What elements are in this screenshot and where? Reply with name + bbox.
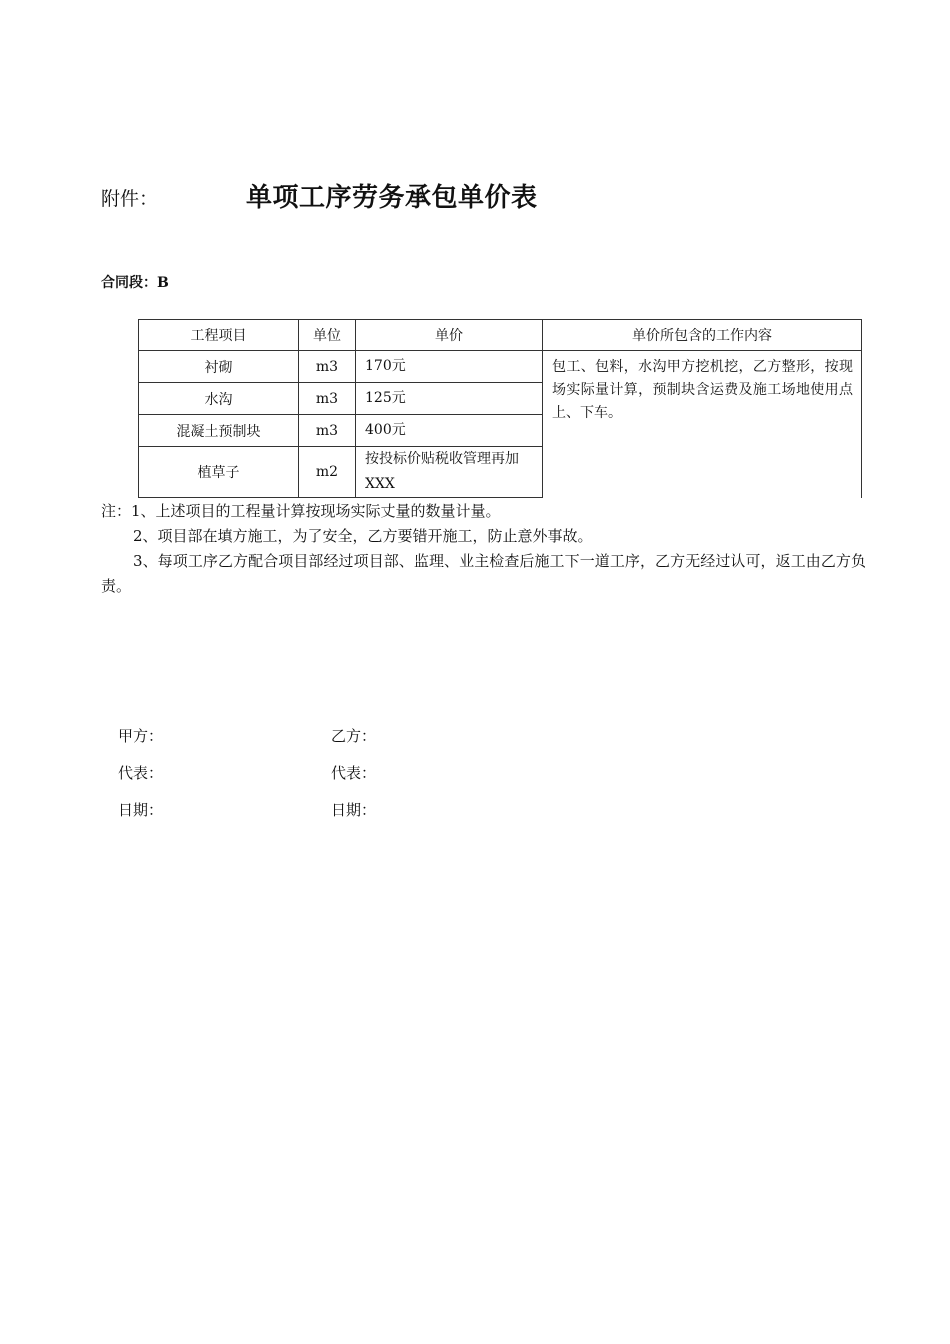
unit-cell: m2 — [299, 447, 356, 498]
unit-cell: m3 — [299, 383, 356, 415]
representative-b-label: 代表： — [331, 764, 377, 782]
item-cell: 水沟 — [139, 383, 299, 415]
price-cell: 125元 — [356, 383, 543, 415]
price-cell: 400元 — [356, 415, 543, 447]
note-2: 2、项目部在填方施工，为了安全，乙方要错开施工，防止意外事故。 — [133, 527, 593, 545]
header-price: 单价 — [356, 320, 543, 351]
attachment-label: 附件： — [101, 188, 159, 210]
price-cell: 按投标价贴税收管理再加XXX — [356, 447, 543, 498]
note-1: 注：1、上述项目的工程量计算按现场实际丈量的数量计量。 — [101, 502, 501, 520]
price-cell: 170元 — [356, 351, 543, 383]
header-work-content: 单价所包含的工作内容 — [543, 320, 862, 351]
notes-section — [101, 499, 866, 599]
work-content-cell: 包工、包料，水沟甲方挖机挖，乙方整形，按现场实际量计算，预制块含运费及施工场地使用点上、下车。 — [543, 351, 862, 498]
unit-cell: m3 — [299, 415, 356, 447]
unit-cell: m3 — [299, 351, 356, 383]
table-row — [139, 351, 862, 383]
header-unit: 单位 — [299, 320, 356, 351]
header-item: 工程项目 — [139, 320, 299, 351]
note-3: 3、每项工序乙方配合项目部经过项目部、监理、业主检查后施工下一道工序，乙方无经过认可，返工由乙方负责。 — [101, 552, 866, 595]
date-b-label: 日期： — [331, 801, 377, 819]
item-cell: 衬砌 — [139, 351, 299, 383]
party-a-label: 甲方： — [118, 727, 164, 745]
contract-segment: 合同段：B — [101, 275, 169, 291]
party-b-label: 乙方： — [331, 727, 377, 745]
document-title: 单项工序劳务承包单价表 — [246, 183, 538, 213]
unit-price-table — [138, 319, 862, 498]
date-a-label: 日期： — [118, 801, 164, 819]
representative-a-label: 代表： — [118, 764, 164, 782]
item-cell: 植草子 — [139, 447, 299, 498]
table-header-row — [139, 320, 862, 351]
item-cell: 混凝土预制块 — [139, 415, 299, 447]
